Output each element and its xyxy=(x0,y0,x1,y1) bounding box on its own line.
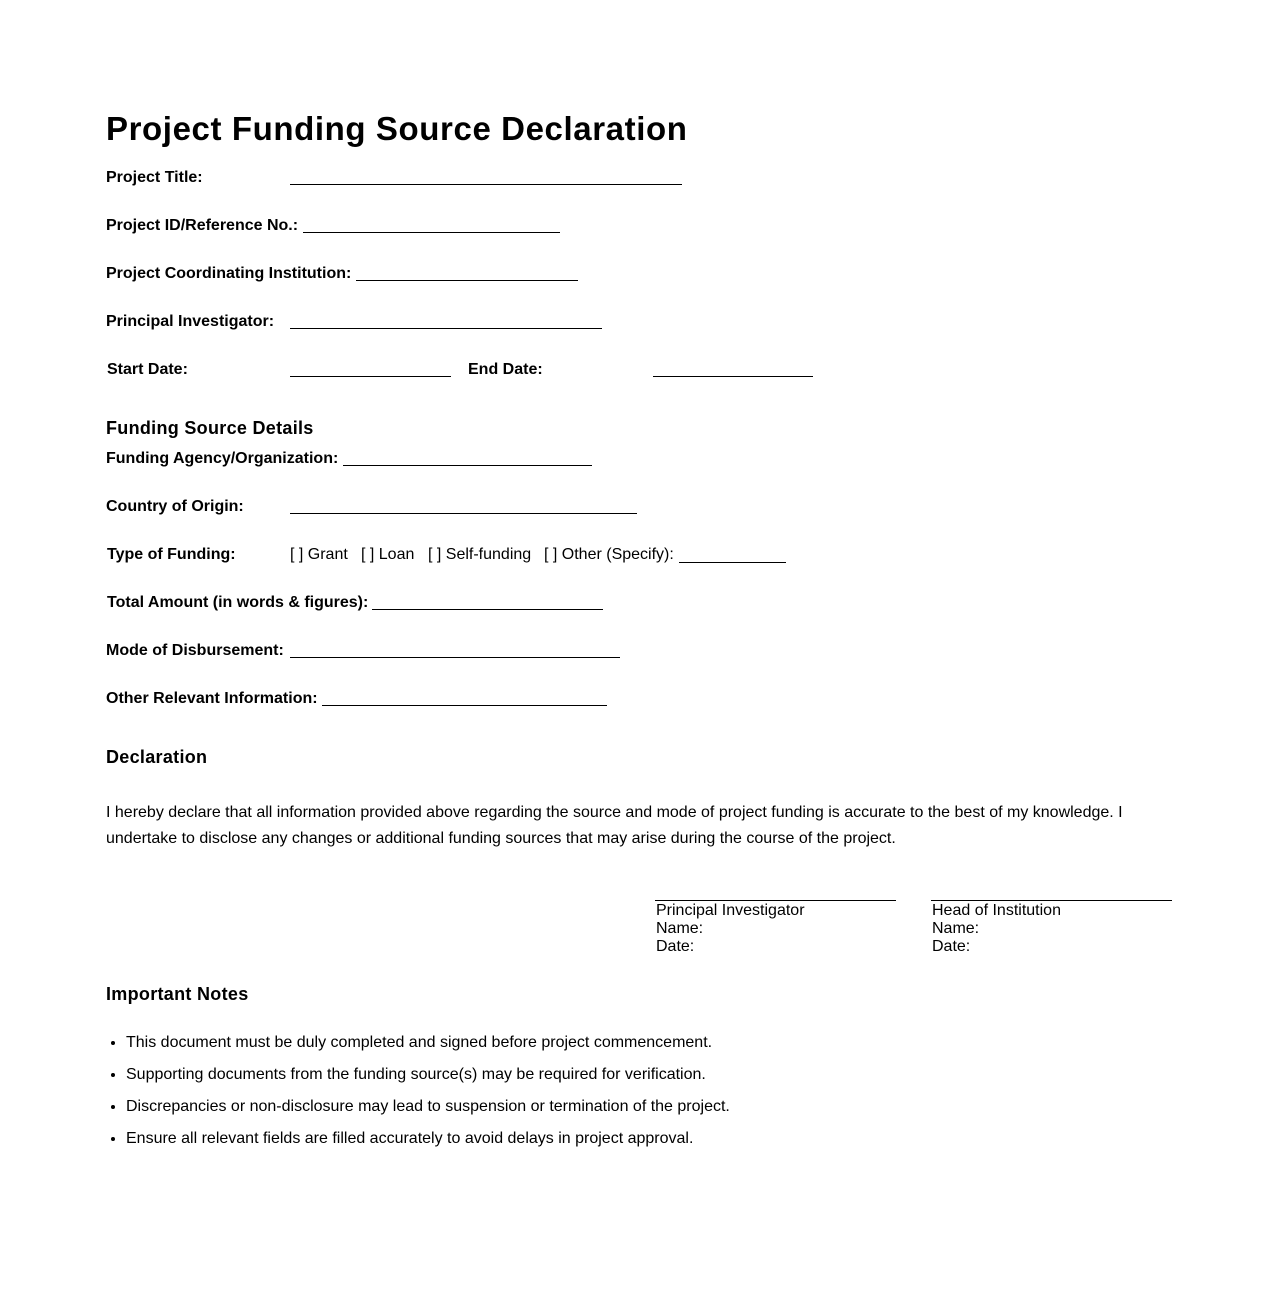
type-of-funding-label: Type of Funding: xyxy=(107,546,236,563)
funding-option-self-funding[interactable]: [ ] Self-funding xyxy=(428,546,532,563)
declaration-text: I hereby declare that all information provided above regarding the source and mode of project funding is accurate to the best of my knowledge. I undertake to disclose any changes or additional funding sources that may arise during the course of the project. xyxy=(106,804,1123,847)
signature-block-pi xyxy=(656,902,805,956)
funding-option-other[interactable]: [ ] Other (Specify): xyxy=(544,546,674,563)
list-item: • This document must be duly completed and signed before project commencement. xyxy=(126,1027,730,1059)
signature-block-head xyxy=(932,902,1061,956)
other-info-field[interactable] xyxy=(322,705,607,706)
list-item: • Ensure all relevant fields are filled accurately to avoid delays in project approval. xyxy=(126,1123,730,1155)
project-id-field[interactable] xyxy=(303,232,560,233)
project-id-label: Project ID/Reference No.: xyxy=(106,217,299,234)
page-title: Project Funding Source Declaration xyxy=(106,110,688,147)
funding-agency-field[interactable] xyxy=(343,465,592,466)
end-date-field[interactable] xyxy=(653,376,813,377)
signature-name-label: Name: xyxy=(656,920,704,937)
project-title-label: Project Title: xyxy=(106,169,203,186)
signature-name-label: Name: xyxy=(932,920,980,937)
coordinating-institution-field[interactable] xyxy=(356,280,578,281)
notes-list xyxy=(106,1027,730,1155)
signature-date-label: Date: xyxy=(932,938,971,955)
country-of-origin-field[interactable] xyxy=(290,513,637,514)
total-amount-label: Total Amount (in words & figures): xyxy=(107,594,369,611)
funding-section-heading: Funding Source Details xyxy=(106,418,314,438)
principal-investigator-field[interactable] xyxy=(290,328,602,329)
signature-date-label: Date: xyxy=(656,938,695,955)
funding-other-specify-field[interactable] xyxy=(679,562,786,563)
signature-line-head[interactable] xyxy=(931,900,1172,901)
signature-role: Principal Investigator xyxy=(656,902,805,919)
total-amount-field[interactable] xyxy=(372,609,603,610)
signature-line-pi[interactable] xyxy=(655,900,896,901)
signature-role: Head of Institution xyxy=(932,902,1061,919)
disbursement-label: Mode of Disbursement: xyxy=(106,642,284,659)
start-date-field[interactable] xyxy=(290,376,451,377)
principal-investigator-label: Principal Investigator: xyxy=(106,313,275,330)
disbursement-field[interactable] xyxy=(290,657,620,658)
end-date-label: End Date: xyxy=(468,361,543,378)
other-info-label: Other Relevant Information: xyxy=(106,690,318,707)
project-title-field[interactable] xyxy=(290,184,682,185)
coordinating-institution-label: Project Coordinating Institution: xyxy=(106,265,352,282)
list-item: • Discrepancies or non-disclosure may lead to suspension or termination of the project. xyxy=(126,1091,730,1123)
list-item: • Supporting documents from the funding source(s) may be required for verification. xyxy=(126,1059,730,1091)
start-date-label: Start Date: xyxy=(107,361,188,378)
country-of-origin-label: Country of Origin: xyxy=(106,498,244,515)
funding-option-loan[interactable]: [ ] Loan xyxy=(361,546,415,563)
notes-heading: Important Notes xyxy=(106,984,249,1004)
funding-agency-label: Funding Agency/Organization: xyxy=(106,450,339,467)
funding-option-grant[interactable]: [ ] Grant xyxy=(290,546,348,563)
declaration-heading: Declaration xyxy=(106,747,208,767)
